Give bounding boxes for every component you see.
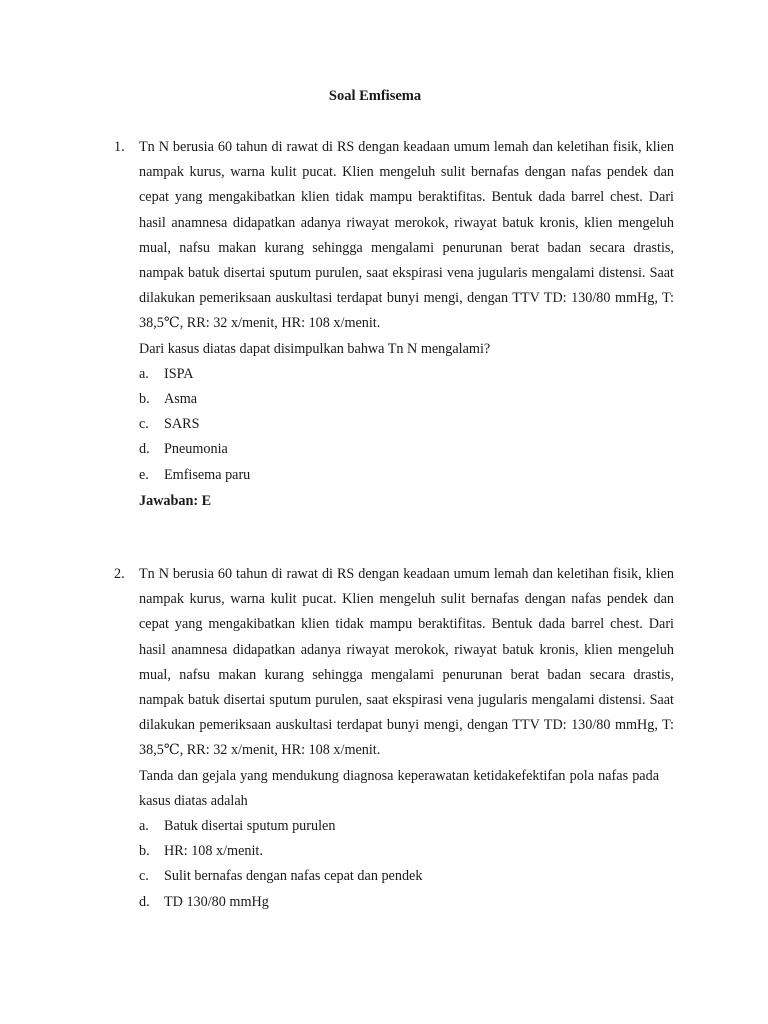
- option-a: [139, 814, 674, 839]
- option-a: [139, 362, 674, 387]
- option-letter: d.: [139, 441, 150, 458]
- option-letter: e.: [139, 466, 149, 483]
- option-text: ISPA: [164, 365, 194, 382]
- option-letter: b.: [139, 391, 150, 408]
- option-letter: b.: [139, 843, 150, 860]
- question-stem: Dari kasus diatas dapat disimpulkan bahwa Tn N mengalami?: [139, 340, 491, 357]
- option-d: [139, 890, 674, 915]
- option-b: [139, 387, 674, 412]
- option-d: [139, 437, 674, 462]
- case-paragraph: Tn N berusia 60 tahun di rawat di RS dengan keadaan umum lemah dan keletihan fisik, klien nampak kurus, warna kulit pucat. Klien mengeluh sulit bernafas dengan nafas pendek dan cepat yang mengakibatkan klien tidak mampu beraktifitas. Bentuk dada barrel chest. Dari hasil anamnesa didapatkan adanya riwayat merokok, riwayat batuk kronis, klien mengeluh mual, nafsu makan kurang sehingga mengalami penurunan berat badan secara drastis, nampak batuk disertai sputum purulen, saat ekspirasi vena jugularis mengalami distensi. Saat dilakukan pemeriksaan auskultasi terdapat bunyi mengi, dengan TTV TD: 130/80 mmHg, T: 38,5℃, RR: 32 x/menit, HR: 108 x/menit.: [139, 566, 674, 759]
- option-text: Batuk disertai sputum purulen: [164, 818, 336, 835]
- question-body: [139, 135, 674, 514]
- option-c: [139, 864, 674, 889]
- option-b: [139, 839, 674, 864]
- option-letter: d.: [139, 893, 150, 910]
- option-text: Pneumonia: [164, 441, 228, 458]
- option-text: HR: 108 x/menit.: [164, 843, 263, 860]
- question-2: [114, 562, 674, 915]
- question-body: [139, 562, 674, 915]
- option-text: SARS: [164, 416, 200, 433]
- option-text: TD 130/80 mmHg: [164, 893, 269, 910]
- option-text: Emfisema paru: [164, 466, 251, 483]
- option-letter: c.: [139, 868, 149, 885]
- option-text: Sulit bernafas dengan nafas cepat dan pendek: [164, 868, 423, 885]
- question-stem: Tanda dan gejala yang mendukung diagnosa keperawatan ketidakefektifan pola nafas pada kasus diatas adalah: [139, 767, 659, 809]
- question-1: [114, 135, 674, 514]
- options-list: [139, 362, 674, 488]
- option-letter: c.: [139, 416, 149, 433]
- question-number: 1.: [114, 139, 125, 155]
- question-number: 2.: [114, 566, 125, 582]
- option-letter: a.: [139, 365, 149, 382]
- document-title: Soal Emfisema: [328, 88, 422, 104]
- case-paragraph: Tn N berusia 60 tahun di rawat di RS dengan keadaan umum lemah dan keletihan fisik, klien nampak kurus, warna kulit pucat. Klien mengeluh sulit bernafas dengan nafas pendek dan cepat yang mengakibatkan klien tidak mampu beraktifitas. Bentuk dada barrel chest. Dari hasil anamnesa didapatkan adanya riwayat merokok, riwayat batuk kronis, klien mengeluh mual, nafsu makan kurang sehingga mengalami penurunan berat badan secara drastis, nampak batuk disertai sputum purulen, saat ekspirasi vena jugularis mengalami distensi. Saat dilakukan pemeriksaan auskultasi terdapat bunyi mengi, dengan TTV TD: 130/80 mmHg, T: 38,5℃, RR: 32 x/menit, HR: 108 x/menit.: [139, 139, 674, 332]
- option-e: [139, 463, 674, 488]
- option-text: Asma: [164, 391, 198, 408]
- answer-key: Jawaban: E: [139, 492, 212, 509]
- option-letter: a.: [139, 818, 149, 835]
- options-list: [139, 814, 674, 915]
- option-c: [139, 412, 674, 437]
